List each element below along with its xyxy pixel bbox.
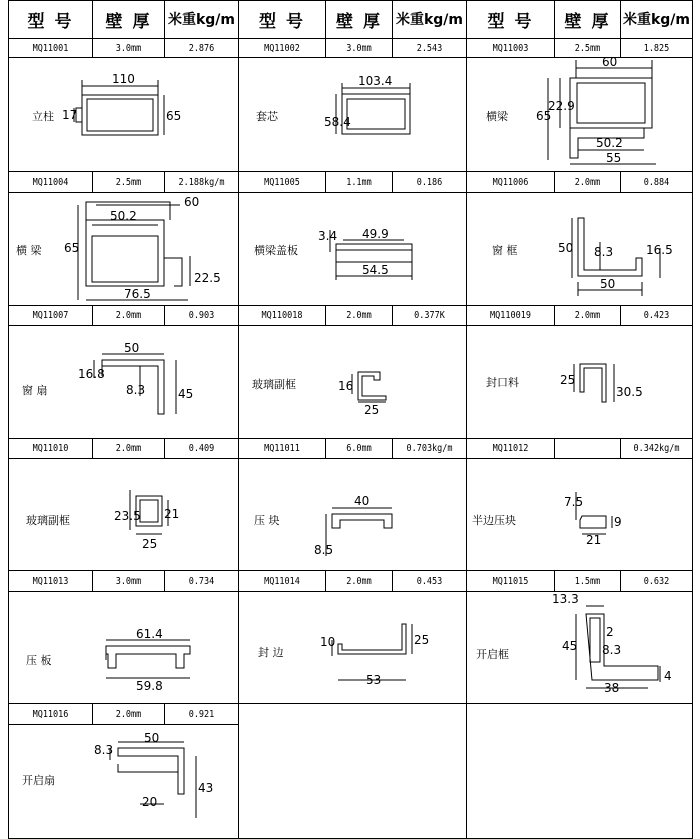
dim-text: 8.3 bbox=[126, 383, 146, 397]
part-name: 半边压块 bbox=[472, 514, 516, 527]
weight-cell: 2.188kg/m bbox=[178, 176, 225, 188]
dim-text: 8.3 bbox=[594, 245, 614, 259]
thickness-cell: 3.0mm bbox=[115, 575, 142, 587]
dim-text: 17 bbox=[62, 108, 78, 122]
dim-text: 50 bbox=[144, 731, 160, 745]
dim-text: 55 bbox=[606, 151, 622, 165]
dim-text: 8.5 bbox=[314, 543, 334, 557]
model-cell: MQ11014 bbox=[264, 575, 300, 587]
dim-text: 4 bbox=[664, 669, 672, 683]
part-name: 窗 扇 bbox=[22, 384, 48, 397]
dim-text: 50.2 bbox=[110, 209, 137, 223]
part-name: 压 块 bbox=[254, 514, 280, 527]
dim-text: 9 bbox=[614, 515, 622, 529]
weight-cell: 0.884 bbox=[643, 176, 670, 188]
thickness-cell: 1.1mm bbox=[346, 176, 372, 188]
dim-text: 60 bbox=[602, 55, 618, 69]
dim-text: 50 bbox=[600, 277, 616, 291]
dim-text: 22.9 bbox=[548, 99, 575, 113]
dim-text: 23.5 bbox=[114, 509, 141, 523]
dim-text: 7.5 bbox=[564, 495, 584, 509]
thickness-cell: 2.5mm bbox=[115, 176, 142, 188]
thickness-cell: 2.0mm bbox=[115, 310, 142, 321]
dim-text: 65 bbox=[166, 109, 182, 123]
dim-text: 16 bbox=[338, 379, 354, 393]
thickness-cell: 2.0mm bbox=[115, 443, 142, 454]
header-thickness: 壁 厚 bbox=[564, 11, 611, 32]
part-name: 封口料 bbox=[486, 376, 519, 389]
model-cell: MQ11003 bbox=[492, 42, 529, 54]
dim-text: 8.3 bbox=[602, 643, 622, 657]
dim-text: 45 bbox=[562, 639, 578, 653]
part-name: 玻璃副框 bbox=[252, 378, 296, 391]
profile-drawing-p9 bbox=[574, 364, 614, 402]
dim-text: 40 bbox=[354, 494, 370, 508]
dim-text: 21 bbox=[586, 533, 602, 547]
part-name: 压 板 bbox=[26, 654, 52, 667]
thickness-cell: 3.0mm bbox=[115, 42, 142, 54]
dim-text: 54.5 bbox=[362, 263, 389, 277]
dim-text: 76.5 bbox=[124, 287, 151, 301]
part-name: 开启扇 bbox=[22, 774, 55, 787]
weight-cell: 1.825 bbox=[643, 42, 670, 54]
weight-cell: 0.453 bbox=[416, 575, 443, 587]
header-model: 型 号 bbox=[27, 11, 74, 32]
thickness-cell: 2.5mm bbox=[574, 42, 601, 54]
weight-cell: 0.409 bbox=[188, 443, 215, 454]
model-cell: MQ11012 bbox=[492, 443, 529, 454]
weight-cell: 0.342kg/m bbox=[633, 443, 680, 454]
profile-drawing-p13 bbox=[106, 640, 190, 678]
dim-text: 21 bbox=[164, 507, 180, 521]
thickness-cell: 2.0mm bbox=[115, 708, 142, 720]
dim-text: 49.9 bbox=[362, 227, 389, 241]
weight-cell: 0.734 bbox=[188, 575, 215, 587]
dim-text: 16.5 bbox=[646, 243, 673, 257]
dim-text: 61.4 bbox=[136, 627, 163, 641]
model-cell: MQ11004 bbox=[32, 176, 69, 188]
dim-text: 59.8 bbox=[136, 679, 163, 693]
model-cell: MQ11015 bbox=[492, 575, 529, 587]
weight-cell: 0.632 bbox=[643, 575, 670, 587]
thickness-cell: 2.0mm bbox=[574, 176, 601, 188]
dim-text: 38 bbox=[604, 681, 620, 695]
dim-text: 30.5 bbox=[616, 385, 643, 399]
dim-text: 53 bbox=[366, 673, 382, 687]
model-cell: MQ11011 bbox=[264, 443, 300, 454]
dim-text: 45 bbox=[178, 387, 194, 401]
dim-text: 43 bbox=[198, 781, 214, 795]
dim-text: 2 bbox=[606, 625, 614, 639]
profile-drawing-p11 bbox=[326, 508, 392, 556]
dim-text: 50.2 bbox=[596, 136, 623, 150]
weight-cell: 0.703kg/m bbox=[406, 443, 453, 454]
thickness-cell: 1.5mm bbox=[574, 575, 601, 587]
dim-text: 60 bbox=[184, 195, 200, 209]
dim-text: 25 bbox=[414, 633, 430, 647]
dim-text: 50 bbox=[558, 241, 574, 255]
header-weight: 米重kg/m bbox=[167, 12, 236, 28]
header-thickness: 壁 厚 bbox=[336, 11, 382, 32]
model-cell: MQ110019 bbox=[490, 310, 531, 321]
dim-text: 3.4 bbox=[318, 229, 338, 243]
part-name: 横梁盖板 bbox=[254, 244, 298, 257]
header-model: 型 号 bbox=[259, 11, 305, 32]
dim-text: 16.8 bbox=[78, 367, 105, 381]
dim-text: 50 bbox=[124, 341, 140, 355]
dim-text: 65 bbox=[536, 109, 552, 123]
weight-cell: 2.876 bbox=[188, 42, 215, 54]
thickness-cell: 2.0mm bbox=[346, 310, 372, 321]
dim-text: 25 bbox=[364, 403, 380, 417]
dim-text: 13.3 bbox=[552, 592, 579, 606]
profile-drawing-p14 bbox=[332, 624, 412, 680]
weight-cell: 0.921 bbox=[188, 708, 215, 720]
model-cell: MQ11005 bbox=[264, 176, 300, 188]
weight-cell: 2.543 bbox=[416, 42, 443, 54]
model-cell: MQ11013 bbox=[32, 575, 69, 587]
dim-text: 10 bbox=[320, 635, 336, 649]
model-cell: MQ11007 bbox=[32, 310, 69, 321]
dim-text: 110 bbox=[112, 72, 135, 86]
model-cell: MQ11006 bbox=[492, 176, 529, 188]
profile-drawing-p6 bbox=[572, 218, 660, 296]
part-name: 立柱 bbox=[32, 110, 54, 123]
model-cell: MQ110018 bbox=[261, 310, 303, 321]
thickness-cell: 3.0mm bbox=[346, 42, 372, 54]
thickness-cell: 2.0mm bbox=[574, 310, 601, 321]
profile-drawing-p1 bbox=[74, 80, 164, 135]
dim-text: 103.4 bbox=[358, 74, 393, 88]
dim-text: 58.4 bbox=[324, 115, 351, 129]
profile-drawing-p8 bbox=[352, 372, 386, 402]
dim-text: 65 bbox=[64, 241, 80, 255]
dim-text: 22.5 bbox=[194, 271, 221, 285]
weight-cell: 0.903 bbox=[188, 310, 215, 321]
header-model: 型 号 bbox=[487, 11, 534, 32]
header-thickness: 壁 厚 bbox=[105, 11, 152, 32]
weight-cell: 0.377K bbox=[414, 310, 445, 321]
header-weight: 米重kg/m bbox=[622, 12, 691, 28]
header-weight: 米重kg/m bbox=[395, 12, 464, 28]
model-cell: MQ11001 bbox=[32, 42, 69, 54]
part-name: 横梁 bbox=[486, 110, 508, 123]
part-name: 开启框 bbox=[476, 648, 509, 661]
part-name: 横 梁 bbox=[16, 244, 42, 257]
dim-text: 20 bbox=[142, 795, 158, 809]
dim-text: 8.3 bbox=[94, 743, 114, 757]
model-cell: MQ11016 bbox=[32, 708, 69, 720]
weight-cell: 0.186 bbox=[416, 176, 443, 188]
thickness-cell: 6.0mm bbox=[346, 443, 372, 454]
dim-text: 25 bbox=[142, 537, 158, 551]
model-cell: MQ11010 bbox=[32, 443, 69, 454]
thickness-cell: 2.0mm bbox=[346, 575, 372, 587]
part-name: 封 边 bbox=[258, 646, 284, 659]
part-name: 窗 框 bbox=[492, 244, 518, 257]
model-cell: MQ11002 bbox=[264, 42, 300, 54]
weight-cell: 0.423 bbox=[643, 310, 670, 321]
dim-text: 25 bbox=[560, 373, 576, 387]
part-name: 套芯 bbox=[256, 110, 278, 123]
part-name: 玻璃副框 bbox=[26, 514, 70, 527]
